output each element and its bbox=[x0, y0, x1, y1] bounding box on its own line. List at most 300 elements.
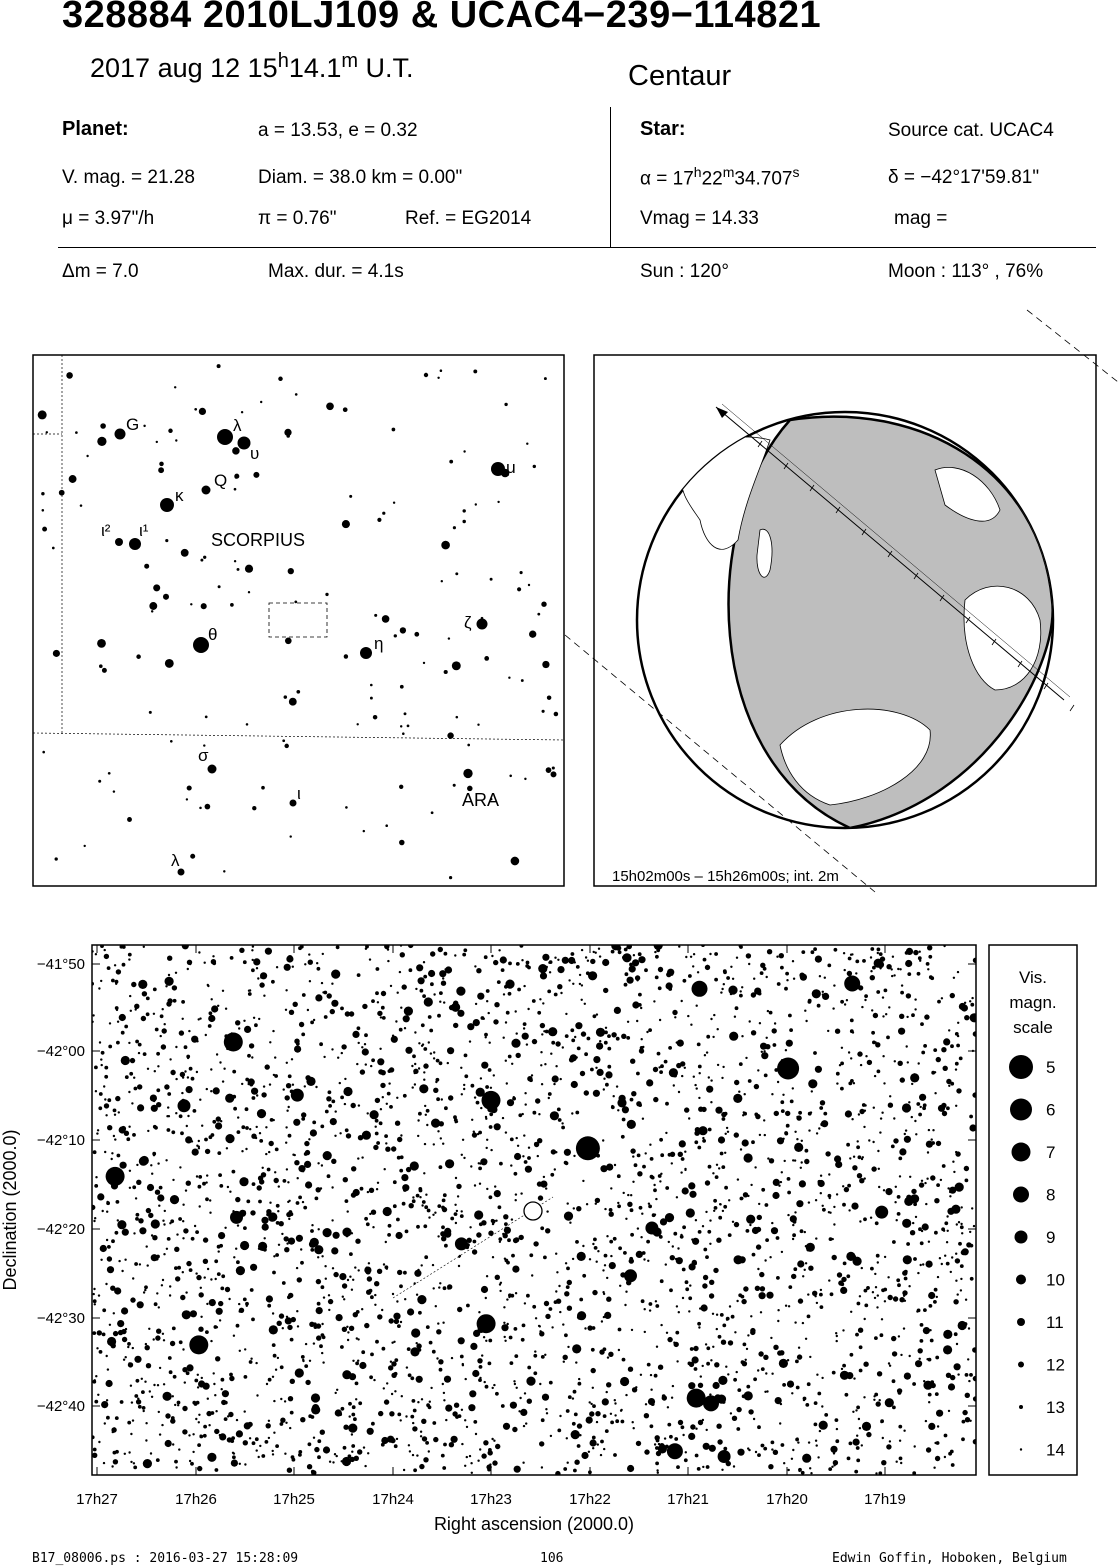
field-star bbox=[540, 1023, 545, 1028]
field-star bbox=[957, 1373, 959, 1375]
field-star bbox=[317, 1455, 321, 1459]
field-star bbox=[115, 1231, 119, 1235]
field-star bbox=[135, 1197, 137, 1199]
field-star bbox=[635, 1386, 637, 1388]
field-star bbox=[217, 1245, 221, 1249]
field-star bbox=[173, 1375, 177, 1379]
field-star bbox=[743, 1192, 748, 1197]
field-star bbox=[379, 1048, 381, 1050]
field-star bbox=[754, 1166, 756, 1168]
field-star bbox=[593, 1056, 600, 1063]
field-star bbox=[718, 1216, 722, 1220]
finder-field-star bbox=[232, 447, 239, 454]
field-star bbox=[955, 1105, 957, 1107]
field-star bbox=[159, 1367, 161, 1369]
field-star bbox=[673, 1342, 675, 1344]
field-star bbox=[903, 1327, 905, 1329]
field-star bbox=[667, 1337, 672, 1342]
field-star bbox=[944, 1221, 948, 1225]
field-star bbox=[871, 1166, 876, 1171]
field-star bbox=[517, 988, 521, 992]
field-star bbox=[788, 1469, 790, 1471]
field-star bbox=[723, 983, 725, 985]
field-star bbox=[98, 1196, 100, 1198]
field-star bbox=[456, 987, 465, 996]
field-star bbox=[706, 1035, 710, 1039]
field-star bbox=[488, 1450, 493, 1455]
field-star bbox=[648, 1203, 650, 1205]
field-star bbox=[268, 1420, 270, 1422]
field-star bbox=[812, 1291, 817, 1296]
field-star bbox=[236, 1324, 240, 1328]
field-star bbox=[771, 1441, 775, 1445]
field-star bbox=[667, 1406, 669, 1408]
field-star bbox=[522, 1462, 524, 1464]
path-tick bbox=[1070, 705, 1074, 711]
star-heading: Star: bbox=[640, 118, 686, 140]
finder-star bbox=[477, 619, 488, 630]
field-star bbox=[632, 959, 639, 966]
field-star bbox=[187, 968, 189, 970]
field-star bbox=[349, 1252, 353, 1256]
field-star bbox=[187, 1076, 189, 1078]
field-star bbox=[551, 1149, 556, 1154]
field-star bbox=[777, 1137, 784, 1144]
field-star bbox=[819, 975, 821, 977]
field-star bbox=[321, 1352, 323, 1354]
field-star bbox=[794, 1159, 796, 1161]
field-star bbox=[565, 1262, 567, 1264]
event-datetime: 2017 aug 12 15$^h$14.1$^m$ U.T. bbox=[90, 50, 414, 83]
field-star bbox=[586, 1203, 588, 1205]
finder-star bbox=[491, 462, 505, 476]
finder-field-star bbox=[344, 654, 348, 658]
field-star bbox=[299, 1022, 304, 1027]
field-star bbox=[610, 1187, 612, 1189]
field-star bbox=[801, 1161, 803, 1163]
field-star bbox=[629, 1257, 633, 1261]
field-star bbox=[261, 1217, 268, 1224]
finder-field-star bbox=[252, 806, 256, 810]
field-star bbox=[297, 1325, 299, 1327]
field-star bbox=[288, 1238, 295, 1245]
finder-field-star bbox=[463, 450, 465, 452]
finder-field-star bbox=[424, 373, 428, 377]
field-star bbox=[403, 1094, 407, 1098]
field-star bbox=[328, 1294, 330, 1296]
field-star bbox=[280, 1422, 284, 1426]
finder-field-star bbox=[370, 684, 373, 687]
field-star bbox=[268, 1151, 270, 1153]
field-star bbox=[439, 1061, 443, 1065]
field-star bbox=[538, 1113, 540, 1115]
field-star bbox=[584, 1090, 589, 1095]
finder-star-label: G bbox=[126, 415, 140, 434]
field-star bbox=[384, 1168, 386, 1170]
field-star bbox=[376, 1340, 378, 1342]
field-star bbox=[618, 1328, 622, 1332]
finder-field-star bbox=[42, 509, 45, 512]
field-star bbox=[875, 1221, 879, 1225]
field-star bbox=[617, 1202, 619, 1204]
field-star bbox=[433, 1437, 438, 1442]
field-star bbox=[237, 1130, 241, 1134]
field-star bbox=[544, 1063, 546, 1065]
field-star bbox=[694, 1084, 696, 1086]
field-star bbox=[125, 1328, 127, 1330]
field-star bbox=[374, 1281, 379, 1286]
field-star bbox=[851, 1203, 858, 1210]
bright-star bbox=[576, 1136, 600, 1160]
field-star bbox=[388, 1224, 392, 1228]
field-star bbox=[946, 1262, 950, 1266]
field-star bbox=[511, 1063, 513, 1065]
field-star bbox=[817, 1456, 819, 1458]
field-star bbox=[618, 1246, 622, 1250]
field-star bbox=[535, 1317, 537, 1319]
field-star bbox=[760, 971, 764, 975]
x-tick-label: 17h20 bbox=[766, 1491, 808, 1508]
field-star bbox=[393, 1341, 395, 1343]
field-star bbox=[292, 966, 294, 968]
field-star bbox=[537, 1155, 539, 1157]
field-star bbox=[329, 1461, 331, 1463]
field-star bbox=[523, 1425, 525, 1427]
field-star bbox=[222, 990, 224, 992]
field-star bbox=[753, 1377, 757, 1381]
field-star bbox=[830, 1292, 834, 1296]
x-tick-label: 17h21 bbox=[667, 1491, 709, 1508]
delta-mag: Δm = 7.0 bbox=[62, 261, 139, 282]
finder-field-star bbox=[449, 460, 453, 464]
field-star bbox=[914, 1445, 916, 1447]
field-star bbox=[946, 1041, 950, 1045]
field-star bbox=[457, 1195, 459, 1197]
field-star bbox=[614, 1007, 621, 1014]
field-star bbox=[92, 1453, 97, 1458]
field-star bbox=[928, 1393, 932, 1397]
field-star bbox=[133, 1077, 135, 1079]
field-star bbox=[881, 1112, 883, 1114]
field-star bbox=[538, 1195, 543, 1200]
field-star bbox=[273, 1400, 275, 1402]
field-star bbox=[330, 1009, 335, 1014]
field-star bbox=[955, 1032, 959, 1036]
field-star bbox=[862, 959, 866, 963]
planet-heading: Planet: bbox=[62, 118, 129, 140]
field-star bbox=[156, 1458, 160, 1462]
field-star bbox=[428, 1041, 430, 1043]
field-star bbox=[369, 958, 371, 960]
field-star bbox=[115, 1416, 119, 1420]
page-title: 328884 2010LJ109 & UCAC4−239−114821 bbox=[62, 0, 822, 36]
field-star bbox=[245, 1126, 249, 1130]
field-star bbox=[709, 953, 711, 955]
field-star bbox=[724, 1152, 726, 1154]
field-star bbox=[296, 1267, 298, 1269]
field-star bbox=[423, 1224, 427, 1228]
field-star bbox=[186, 1181, 191, 1186]
field-star bbox=[108, 1045, 112, 1049]
field-star bbox=[375, 1126, 377, 1128]
field-star bbox=[541, 1083, 543, 1085]
field-star bbox=[565, 1161, 569, 1165]
field-star bbox=[447, 1047, 454, 1054]
field-star bbox=[671, 1162, 673, 1164]
field-star bbox=[961, 1232, 963, 1234]
field-star bbox=[542, 954, 549, 961]
field-star bbox=[134, 1394, 138, 1398]
field-star bbox=[488, 1231, 493, 1236]
field-star bbox=[594, 1246, 598, 1250]
field-star bbox=[348, 1424, 357, 1433]
field-star bbox=[911, 1189, 916, 1194]
field-star bbox=[862, 1422, 871, 1431]
field-star bbox=[741, 1035, 743, 1037]
field-star bbox=[136, 1399, 141, 1404]
field-star bbox=[333, 1272, 338, 1277]
field-star bbox=[513, 1096, 515, 1098]
field-star bbox=[292, 1154, 294, 1156]
field-star bbox=[617, 1174, 621, 1178]
field-star bbox=[400, 1155, 404, 1159]
field-star bbox=[286, 1168, 288, 1170]
field-star bbox=[96, 1132, 98, 1134]
field-star bbox=[164, 1084, 169, 1089]
field-star bbox=[877, 1150, 879, 1152]
field-star bbox=[273, 1354, 277, 1358]
field-star bbox=[904, 1133, 906, 1135]
field-star bbox=[796, 1116, 798, 1118]
field-star bbox=[718, 1376, 727, 1385]
field-star bbox=[169, 1370, 173, 1374]
field-star bbox=[705, 965, 710, 970]
field-star bbox=[207, 1453, 216, 1462]
field-star bbox=[606, 1382, 611, 1387]
legend-mag-label: 14 bbox=[1046, 1440, 1065, 1460]
field-star bbox=[705, 1211, 707, 1213]
field-star bbox=[971, 1207, 973, 1209]
field-star bbox=[659, 1070, 663, 1074]
field-star bbox=[371, 1058, 375, 1062]
field-star bbox=[771, 1222, 773, 1224]
field-star bbox=[964, 1322, 968, 1326]
field-star bbox=[514, 1354, 518, 1358]
field-star bbox=[179, 1340, 183, 1344]
field-star bbox=[249, 1437, 251, 1439]
field-star bbox=[769, 1256, 771, 1258]
field-star bbox=[539, 1383, 541, 1385]
field-star bbox=[709, 1293, 714, 1298]
field-star bbox=[757, 1069, 759, 1071]
field-star bbox=[674, 1016, 676, 1018]
field-star bbox=[351, 1232, 353, 1234]
field-star bbox=[121, 1270, 123, 1272]
field-star bbox=[920, 1264, 922, 1266]
field-star bbox=[751, 992, 756, 997]
field-star bbox=[249, 1360, 253, 1364]
finder-field-star bbox=[441, 580, 443, 582]
field-star bbox=[331, 1048, 333, 1050]
finder-field-star bbox=[463, 769, 472, 778]
field-star bbox=[179, 1114, 183, 1118]
field-star bbox=[859, 1369, 863, 1373]
field-star bbox=[144, 1285, 148, 1289]
finder-field-star bbox=[441, 541, 450, 550]
field-star bbox=[834, 948, 838, 952]
finder-field-star bbox=[205, 716, 208, 719]
field-star bbox=[710, 1101, 712, 1103]
field-star bbox=[843, 952, 845, 954]
field-star bbox=[810, 1472, 812, 1474]
field-star bbox=[444, 952, 448, 956]
field-star bbox=[813, 1051, 817, 1055]
finder-star-label: μ bbox=[506, 458, 516, 477]
field-star bbox=[178, 1448, 180, 1450]
field-star bbox=[816, 1302, 818, 1304]
field-star bbox=[906, 1045, 908, 1047]
field-star bbox=[391, 1393, 393, 1395]
field-star bbox=[182, 1237, 184, 1239]
field-star bbox=[936, 1410, 943, 1417]
field-star bbox=[396, 1300, 398, 1302]
field-star bbox=[950, 1271, 952, 1273]
field-star bbox=[595, 1067, 597, 1069]
field-star bbox=[781, 1171, 783, 1173]
field-star bbox=[575, 1240, 579, 1244]
field-star bbox=[379, 1121, 383, 1125]
field-star bbox=[679, 1140, 686, 1147]
field-star bbox=[294, 1039, 299, 1044]
field-star bbox=[644, 1308, 646, 1310]
field-star bbox=[880, 1421, 882, 1423]
field-star bbox=[238, 1303, 240, 1305]
field-star bbox=[403, 1271, 407, 1275]
field-star bbox=[563, 1467, 567, 1471]
field-star bbox=[820, 1289, 822, 1291]
field-star bbox=[418, 1311, 422, 1315]
field-star bbox=[206, 1174, 208, 1176]
field-star bbox=[277, 1321, 282, 1326]
field-star bbox=[591, 1348, 595, 1352]
field-star bbox=[394, 1390, 396, 1392]
field-star bbox=[837, 1272, 842, 1277]
field-star bbox=[361, 1046, 363, 1048]
field-star bbox=[761, 1367, 765, 1371]
field-star bbox=[902, 1270, 907, 1275]
field-star bbox=[304, 963, 306, 965]
field-star bbox=[454, 1212, 458, 1216]
field-star bbox=[259, 1445, 261, 1447]
field-star bbox=[584, 1003, 586, 1005]
field-star bbox=[882, 996, 884, 998]
field-star bbox=[713, 1382, 720, 1389]
field-star bbox=[466, 1426, 468, 1428]
field-star bbox=[947, 1349, 949, 1351]
finder-star bbox=[208, 765, 217, 774]
field-star bbox=[236, 1430, 243, 1437]
field-star bbox=[819, 1430, 821, 1432]
field-star bbox=[477, 1460, 479, 1462]
field-star bbox=[93, 1448, 97, 1452]
field-star bbox=[968, 1380, 970, 1382]
field-star bbox=[433, 1051, 435, 1053]
field-star bbox=[141, 1390, 145, 1394]
legend-dot bbox=[1018, 1362, 1024, 1368]
field-star bbox=[263, 1085, 265, 1087]
field-star bbox=[143, 1410, 145, 1412]
field-star bbox=[167, 1237, 171, 1241]
field-star bbox=[228, 1135, 232, 1139]
field-star bbox=[695, 1219, 697, 1221]
field-star bbox=[745, 1359, 747, 1361]
field-star bbox=[773, 1043, 777, 1047]
field-star bbox=[747, 1334, 749, 1336]
field-star bbox=[252, 1182, 256, 1186]
field-star bbox=[351, 1103, 356, 1108]
field-star bbox=[553, 1083, 555, 1085]
field-star bbox=[289, 1427, 291, 1429]
field-star bbox=[104, 949, 106, 951]
field-star bbox=[331, 1186, 333, 1188]
field-star bbox=[874, 1393, 878, 1397]
finder-field-star bbox=[203, 556, 206, 559]
field-star bbox=[494, 1190, 501, 1197]
field-star bbox=[284, 1400, 286, 1402]
field-star bbox=[693, 953, 695, 955]
finder-star-label: υ bbox=[250, 444, 260, 463]
field-star bbox=[919, 951, 921, 953]
field-star bbox=[298, 946, 302, 950]
field-star bbox=[117, 1021, 119, 1023]
field-star bbox=[878, 1168, 880, 1170]
field-star bbox=[203, 1259, 208, 1264]
field-star bbox=[369, 1188, 374, 1193]
field-star bbox=[555, 1041, 560, 1046]
field-star bbox=[321, 982, 323, 984]
field-star bbox=[357, 1449, 362, 1454]
finder-field-star bbox=[529, 631, 536, 638]
field-star bbox=[885, 1013, 887, 1015]
field-star bbox=[182, 1406, 187, 1411]
field-star bbox=[366, 1290, 371, 1295]
field-star bbox=[717, 1064, 719, 1066]
field-star bbox=[527, 1008, 529, 1010]
field-star bbox=[697, 1146, 701, 1150]
field-star bbox=[750, 1315, 752, 1317]
field-star bbox=[814, 1423, 818, 1427]
field-star bbox=[233, 1452, 235, 1454]
field-star bbox=[423, 1047, 427, 1051]
field-star bbox=[307, 1464, 312, 1469]
field-star bbox=[683, 979, 687, 983]
field-star bbox=[844, 969, 846, 971]
field-star bbox=[928, 1241, 930, 1243]
field-star bbox=[848, 1209, 850, 1211]
field-star bbox=[609, 1212, 614, 1217]
finder-field-star bbox=[285, 637, 292, 644]
madagascar-outline bbox=[757, 529, 772, 577]
finder-field-star bbox=[533, 465, 536, 468]
field-star bbox=[445, 1419, 447, 1421]
field-star bbox=[960, 1225, 964, 1229]
field-star bbox=[205, 1149, 210, 1154]
field-star bbox=[763, 1050, 765, 1052]
finder-field-star bbox=[201, 603, 207, 609]
field-star bbox=[878, 1471, 882, 1475]
field-star bbox=[933, 1467, 935, 1469]
field-star bbox=[723, 1205, 727, 1209]
